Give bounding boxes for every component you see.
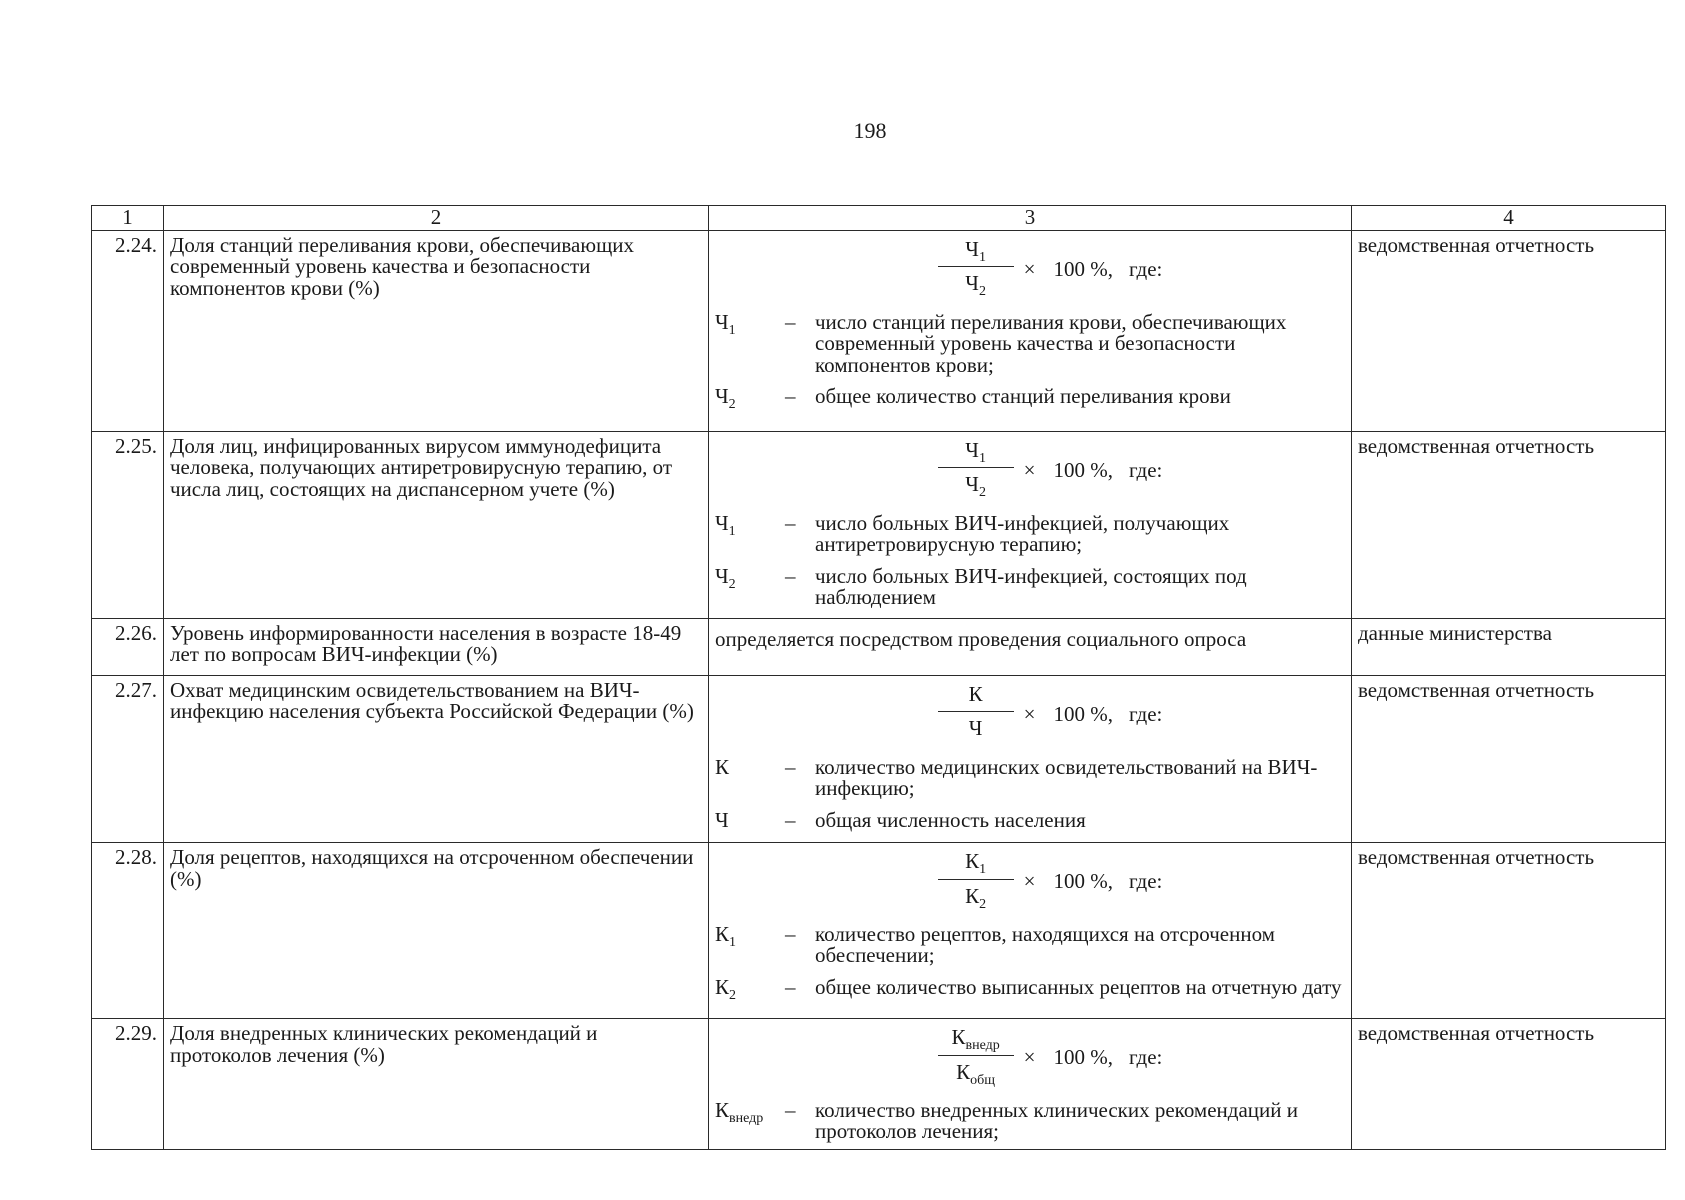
formula <box>715 440 1345 501</box>
row-number: 2.25. <box>92 432 164 619</box>
definition-item <box>715 510 1345 557</box>
table-row <box>92 432 1666 619</box>
fraction-numerator: $Ч_1$ <box>938 440 1014 468</box>
definition-symbol: $Ч_2$ <box>715 384 736 413</box>
indicator-name: Доля внедренных клинических рекомендаций и протоколов лечения (%) <box>164 1019 709 1150</box>
definition-dash: – <box>785 1098 796 1123</box>
where-label: где: <box>1128 256 1163 281</box>
definition-dash: – <box>785 384 796 409</box>
definition-dash: – <box>785 922 796 947</box>
definition-item <box>715 1100 1345 1143</box>
table-row <box>92 619 1666 676</box>
fraction-denominator: $К_{общ}$ <box>956 1059 996 1088</box>
definition-item <box>715 309 1345 377</box>
table-row <box>92 676 1666 843</box>
where-label: где: <box>1128 1044 1163 1069</box>
data-source: ведомственная отчетность <box>1352 1019 1666 1150</box>
calculation-method <box>709 1019 1352 1150</box>
formula <box>715 1027 1345 1088</box>
fraction-numerator: $К_{внедр}$ <box>938 1027 1014 1055</box>
indicator-name: Уровень информированности населения в возрасте 18-49 лет по вопросам ВИЧ-инфекции (%) <box>164 619 709 676</box>
where-label: где: <box>1128 868 1163 893</box>
data-source: ведомственная отчетность <box>1352 231 1666 432</box>
row-number: 2.28. <box>92 843 164 1019</box>
definition-text: количество внедренных клинических рекомендаций и протоколов лечения; <box>815 1098 1298 1144</box>
definition-text: количество медицинских освидетельствований на ВИЧ-инфекцию; <box>815 754 1318 801</box>
definition-symbol: $К_{внедр}$ <box>715 1098 764 1127</box>
definition-text: число больных ВИЧ-инфекцией, получающих антиретровирусную терапию; <box>815 510 1230 557</box>
row-number: 2.26. <box>92 619 164 676</box>
page-number: 198 <box>853 118 887 143</box>
fraction-numerator: $К_1$ <box>938 851 1014 879</box>
fraction-denominator: $Ч_2$ <box>965 472 986 501</box>
fraction <box>938 851 1014 912</box>
definition-symbol: $Ч_1$ <box>715 510 736 540</box>
definition-symbol: $К_1$ <box>715 922 737 951</box>
fraction <box>938 1027 1014 1088</box>
row-number: 2.24. <box>92 231 164 432</box>
multiply-sign: × <box>1023 701 1036 726</box>
multiply-sign: × <box>1023 457 1036 482</box>
percent-factor: 100 %, <box>1053 701 1113 726</box>
definition-text: общее количество выписанных рецептов на отчетную дату <box>815 974 1342 999</box>
definition-dash: – <box>785 563 796 588</box>
calculation-method <box>709 432 1352 619</box>
calculation-method <box>709 231 1352 432</box>
fraction <box>938 440 1014 501</box>
definition-text: общая численность населения <box>815 807 1086 832</box>
definition-text: число больных ВИЧ-инфекцией, состоящих под наблюдением <box>815 563 1247 610</box>
data-source: ведомственная отчетность <box>1352 676 1666 843</box>
row-number: 2.29. <box>92 1019 164 1150</box>
definition-symbol: $К_2$ <box>715 974 737 1004</box>
definition-symbol: $Ч_1$ <box>715 309 736 339</box>
table-row <box>92 843 1666 1019</box>
definition-item <box>715 563 1345 610</box>
definition-item <box>715 974 1345 1004</box>
definition-symbol: Ч <box>715 807 729 832</box>
calculation-method <box>709 843 1352 1019</box>
definition-text: число станций переливания крови, обеспечивающих современный уровень качества и безопасности компонентов крови; <box>815 309 1287 377</box>
where-label: где: <box>1128 701 1163 726</box>
table-header-row <box>92 206 1666 231</box>
formula <box>715 239 1345 300</box>
definition-symbol: К <box>715 754 730 779</box>
header-col-3: 3 <box>709 206 1352 231</box>
definition-text: общее количество станций переливания крови <box>815 384 1231 409</box>
percent-factor: 100 %, <box>1053 868 1113 893</box>
calculation-method <box>709 676 1352 843</box>
multiply-sign: × <box>1023 256 1036 281</box>
formula <box>715 684 1345 745</box>
fraction-denominator: Ч <box>968 716 983 741</box>
table-row <box>92 1019 1666 1150</box>
fraction <box>938 239 1014 300</box>
data-source: ведомственная отчетность <box>1352 843 1666 1019</box>
header-col-4: 4 <box>1352 206 1666 231</box>
data-source: данные министерства <box>1352 619 1666 676</box>
definition-text: количество рецептов, находящихся на отсроченном обеспечении; <box>815 922 1275 968</box>
indicator-name: Доля рецептов, находящихся на отсроченном обеспечении (%) <box>164 843 709 1019</box>
definition-item <box>715 807 1345 836</box>
indicator-name: Охват медицинским освидетельствованием на ВИЧ-инфекцию населения субъекта Российской Федерации (%) <box>164 676 709 843</box>
row-number: 2.27. <box>92 676 164 843</box>
fraction-numerator: К <box>938 684 1014 712</box>
definition-item <box>715 924 1345 967</box>
header-col-1: 1 <box>92 206 164 231</box>
header-col-2: 2 <box>164 206 709 231</box>
multiply-sign: × <box>1023 1044 1036 1069</box>
indicator-name: Доля лиц, инфицированных вирусом иммунодефицита человека, получающих антиретровирусную терапию, от числа лиц, состоящих на диспансерном учете (%) <box>164 432 709 619</box>
percent-factor: 100 %, <box>1053 256 1113 281</box>
table-row <box>92 231 1666 432</box>
data-source: ведомственная отчетность <box>1352 432 1666 619</box>
fraction-denominator: $Ч_2$ <box>965 271 986 300</box>
indicator-name: Доля станций переливания крови, обеспечивающих современный уровень качества и безопасности компонентов крови (%) <box>164 231 709 432</box>
definition-dash: – <box>785 309 796 334</box>
percent-factor: 100 %, <box>1053 1044 1113 1069</box>
definition-item <box>715 386 1345 412</box>
where-label: где: <box>1128 457 1163 482</box>
definition-dash: – <box>785 974 796 999</box>
calculation-method: определяется посредством проведения социального опроса <box>709 619 1352 676</box>
multiply-sign: × <box>1023 868 1036 893</box>
fraction <box>938 684 1014 745</box>
fraction-denominator: $К_2$ <box>965 883 987 912</box>
formula <box>715 851 1345 912</box>
indicators-table <box>91 205 1666 1150</box>
definition-dash: – <box>785 807 796 832</box>
definition-symbol: $Ч_2$ <box>715 563 736 592</box>
percent-factor: 100 %, <box>1053 457 1113 482</box>
definition-dash: – <box>785 510 796 535</box>
definition-dash: – <box>785 754 796 779</box>
fraction-numerator: $Ч_1$ <box>938 239 1014 267</box>
definition-item <box>715 754 1345 801</box>
